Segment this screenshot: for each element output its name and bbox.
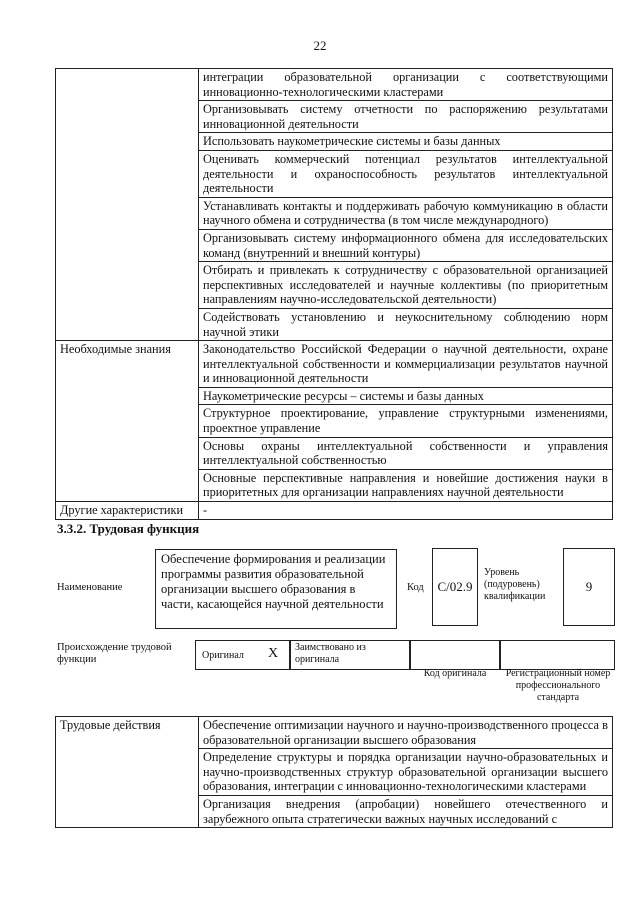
- row-item: Отбирать и привлекать к сотрудничеству с образовательной организацией перспективных исследователей и научные коллективы (по приоритетным направлениям научно-исследовательской деятельности): [199, 262, 613, 309]
- row-item: Основные перспективные направления и новейшие достижения науки в приоритетных для организации направлениях научной деятельности: [199, 469, 613, 501]
- row-label: Необходимые знания: [56, 341, 199, 502]
- function-name-text: Обеспечение формирования и реализации программы развития образовательной организации высшего образования в части, касающейся научной деятельности: [161, 552, 386, 611]
- borrowed-cell: [289, 640, 411, 670]
- table-row: [56, 717, 613, 749]
- code-box: [432, 548, 478, 626]
- original-cell: [195, 640, 291, 670]
- row-item: Основы охраны интеллектуальной собственности и управления интеллектуальной собственностью: [199, 437, 613, 469]
- row-item: Законодательство Российской Федерации о научной деятельности, охране интеллектуальной собственности и коммерциализации результатов научной и инновационной деятельности: [199, 341, 613, 388]
- row-item: Организация внедрения (апробации) новейшего отечественного и зарубежного опыта стратегически важных научных исследований с: [199, 795, 613, 827]
- section-heading: 3.3.2. Трудовая функция: [57, 521, 200, 536]
- table-row: [56, 69, 613, 101]
- function-name-box: [155, 549, 397, 629]
- row-item: интеграции образовательной организации с соответствующими инновационно-технологическими кластерами: [199, 69, 613, 101]
- reg-number-label: Регистрационный номер профессионального стандарта: [505, 668, 611, 703]
- row-item: Обеспечение оптимизации научного и научно-производственного процесса в образовательной организации высшего образования: [199, 717, 613, 749]
- row-item: Использовать наукометрические системы и базы данных: [199, 133, 613, 151]
- code-value: C/02.9: [437, 579, 473, 594]
- table-row: [56, 341, 613, 388]
- borrowed-label: Заимствовано из оригинала: [295, 642, 366, 665]
- row-label: Другие характеристики: [56, 502, 199, 520]
- row-item: Структурное проектирование, управление структурными изменениями, проектное управление: [199, 405, 613, 437]
- row-label: [56, 69, 199, 341]
- name-label: Наименование: [57, 582, 123, 593]
- skills-knowledge-table: [55, 68, 613, 520]
- level-box: [563, 548, 615, 626]
- row-item: Содействовать установлению и неукоснительному соблюдению норм научной этики: [199, 308, 613, 340]
- labor-actions-table: [55, 716, 613, 828]
- level-value: 9: [585, 579, 593, 594]
- table-row: [56, 502, 613, 520]
- reg-number-cell: [499, 640, 615, 670]
- origin-label: Происхождение трудовой функции: [57, 642, 172, 665]
- row-item: Организовывать систему отчетности по распоряжению результатами инновационной деятельности: [199, 101, 613, 133]
- row-label: Трудовые действия: [56, 717, 199, 828]
- level-label: Уровень (подуровень) квалификации: [484, 567, 546, 602]
- row-item: Наукометрические ресурсы – системы и базы данных: [199, 387, 613, 405]
- page-number: 22: [313, 38, 327, 53]
- row-item: Устанавливать контакты и поддерживать рабочую коммуникацию в области научного обмена и сотрудничества (в том числе международного): [199, 197, 613, 229]
- row-item: -: [199, 502, 613, 520]
- original-label: Оригинал: [202, 650, 244, 661]
- original-mark: X: [268, 646, 279, 661]
- code-original-label: Код оригинала: [423, 668, 487, 679]
- row-item: Определение структуры и порядка организации научно-образовательных и научно-производственных структур образовательной организации высшего образования, интеграции с инновационно-технологическими кластерами: [199, 749, 613, 796]
- code-original-cell: [409, 640, 501, 670]
- code-label: Код: [407, 582, 424, 593]
- row-item: Организовывать систему информационного обмена для исследовательских команд (внутренний и внешний контуры): [199, 229, 613, 261]
- row-item: Оценивать коммерческий потенциал результатов интеллектуальной деятельности и охраноспособность результатов интеллектуальной деятельности: [199, 150, 613, 197]
